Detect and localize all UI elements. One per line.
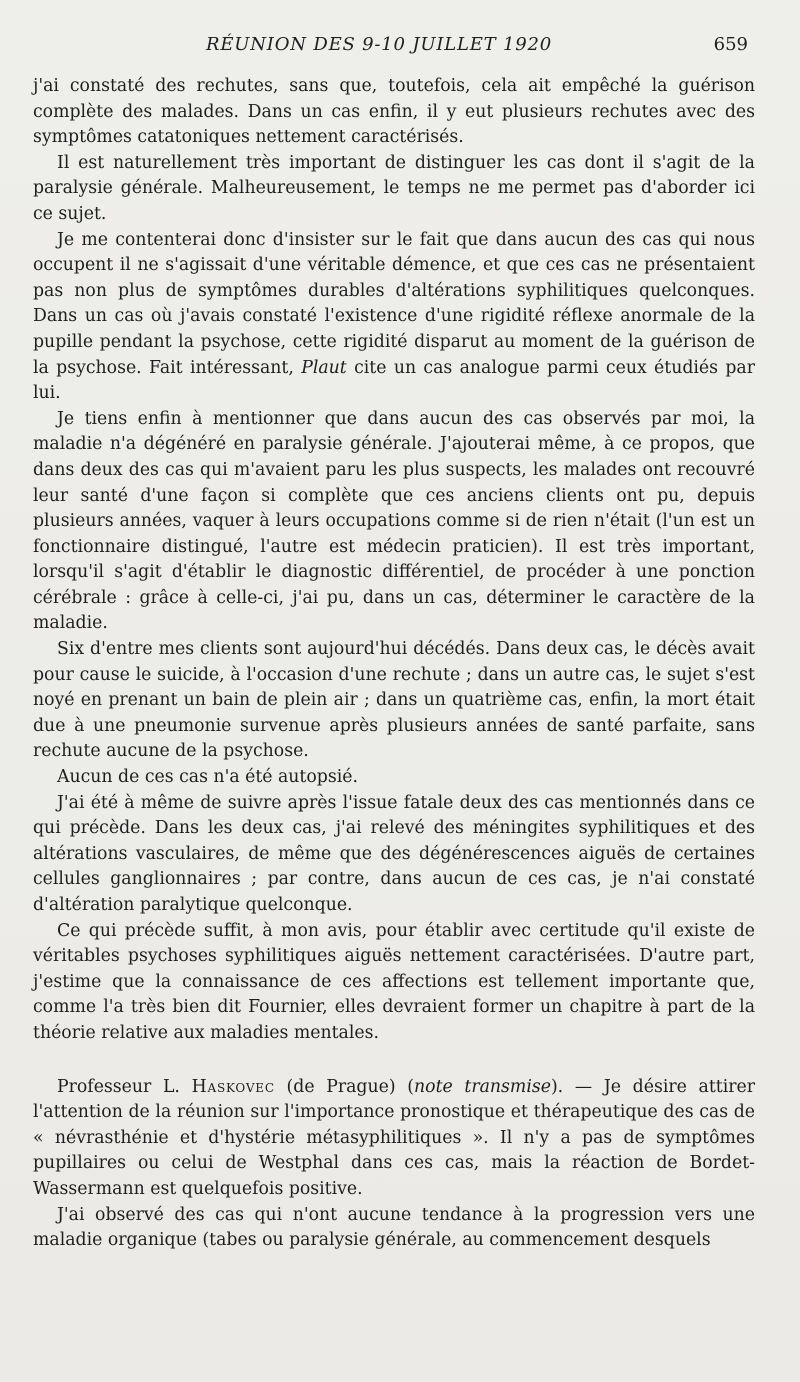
paragraph-5: Six d'entre mes clients sont aujourd'hui décédés. Dans deux cas, le décès avait pour cause le suicide, à l'occasion d'une rechute ; dans un autre cas, le sujet s'est noyé en prenant un bain de plein air ; dans un quatrième cas, enfin, la mort était due à une pneumonie survenue après plusieurs années de santé parfaite, sans rechute aucune de la psychose. bbox=[33, 639, 755, 762]
paragraph-2: Il est naturellement très important de distinguer les cas dont il s'agit de la paralysie générale. Malheureusement, le temps ne me permet pas d'aborder ici ce sujet. bbox=[33, 152, 755, 224]
paragraph-4: Je tiens enfin à mentionner que dans aucun des cas observés par moi, la maladie n'a dégénéré en paralysie générale. J'ajouterai même, à ce propos, que dans deux des cas qui m'avaient paru les plus suspects, les malades ont recouvré leur santé d'une façon si complète que ces anciens clients ont pu, depuis plusieurs années, vaquer à leurs occupations comme si de rien n'était (l'un est un fonctionnaire distingué, l'autre est médecin praticien). Il est très important, lorsqu'il s'agit d'établir le diagnostic différentiel, de procéder à une ponction cérébrale : grâce à celle-ci, j'ai pu, dans un cas, déterminer le caractère de la maladie. bbox=[33, 408, 755, 634]
author-plaut: Plaut bbox=[301, 357, 347, 378]
body-text bbox=[33, 74, 755, 1254]
speaker-prefix: Professeur L. bbox=[57, 1076, 192, 1097]
paragraph-1: j'ai constaté des rechutes, sans que, toutefois, cela ait empêché la guérison complète des malades. Dans un cas enfin, il y eut plusieurs rechutes avec des symptômes catatoniques nettement caractérisés. bbox=[33, 76, 755, 148]
speaker-origin: (de Prague) ( bbox=[274, 1076, 415, 1097]
speaker-name: Haskovec bbox=[191, 1076, 275, 1097]
paragraph-3 bbox=[33, 228, 755, 407]
paragraph-3-text-before: Je me contenterai donc d'insister sur le fait que dans aucun des cas qui nous occupent il ne s'agissait d'une véritable démence, et que ces cas ne présentaient pas non plus de symptômes durables d'altérations syphilitiques quelconques. Dans un cas où j'avais constaté l'existence d'une rigidité réflexe anormale de la pupille pendant la psychose, cette rigidité disparut au moment de la guérison de la psychose. Fait intéressant, bbox=[33, 229, 755, 378]
page-number: 659 bbox=[713, 34, 748, 55]
paragraph-3-text-after: cite un cas analogue parmi ceux étudiés par lui. bbox=[33, 357, 755, 404]
paragraph-7: J'ai été à même de suivre après l'issue fatale deux des cas mentionnés dans ce qui précède. Dans les deux cas, j'ai relevé des méningites syphilitiques et des altérations vasculaires, de même que des dégénérescences aiguës de certaines cellules ganglionnaires ; par contre, dans aucun de ces cas, je n'ai constaté d'altération paralytique quelconque. bbox=[33, 792, 755, 915]
paragraph-9-text: ). — Je désire attirer l'attention de la réunion sur l'importance pronostique et thérapeutique des cas de « névrasthénie et d'hystérie métasyphilitiques ». Il n'y a pas de symptômes pupillaires ou celui de Westphal dans ces cas, mais la réaction de Bordet-Wassermann est quelquefois positive. bbox=[33, 1076, 755, 1199]
paragraph-6: Aucun de ces cas n'a été autopsié. bbox=[57, 767, 358, 788]
running-header bbox=[0, 34, 800, 58]
running-title: RÉUNION DES 9-10 JUILLET 1920 bbox=[206, 34, 553, 55]
paragraph-10: J'ai observé des cas qui n'ont aucune tendance à la progression vers une maladie organique (tabes ou paralysie générale, au commencement desquels bbox=[33, 1204, 755, 1251]
paragraph-9 bbox=[33, 1075, 755, 1203]
transmitted-note: note transmise bbox=[414, 1076, 551, 1097]
paragraph-8: Ce qui précède suffit, à mon avis, pour établir avec certitude qu'il existe de véritables psychoses syphilitiques aiguës nettement caractérisées. D'autre part, j'estime que la connaissance de ces affections est tellement importante que, comme l'a très bien dit Fournier, elles devraient former un chapitre à part de la théorie relative aux maladies mentales. bbox=[33, 920, 755, 1043]
